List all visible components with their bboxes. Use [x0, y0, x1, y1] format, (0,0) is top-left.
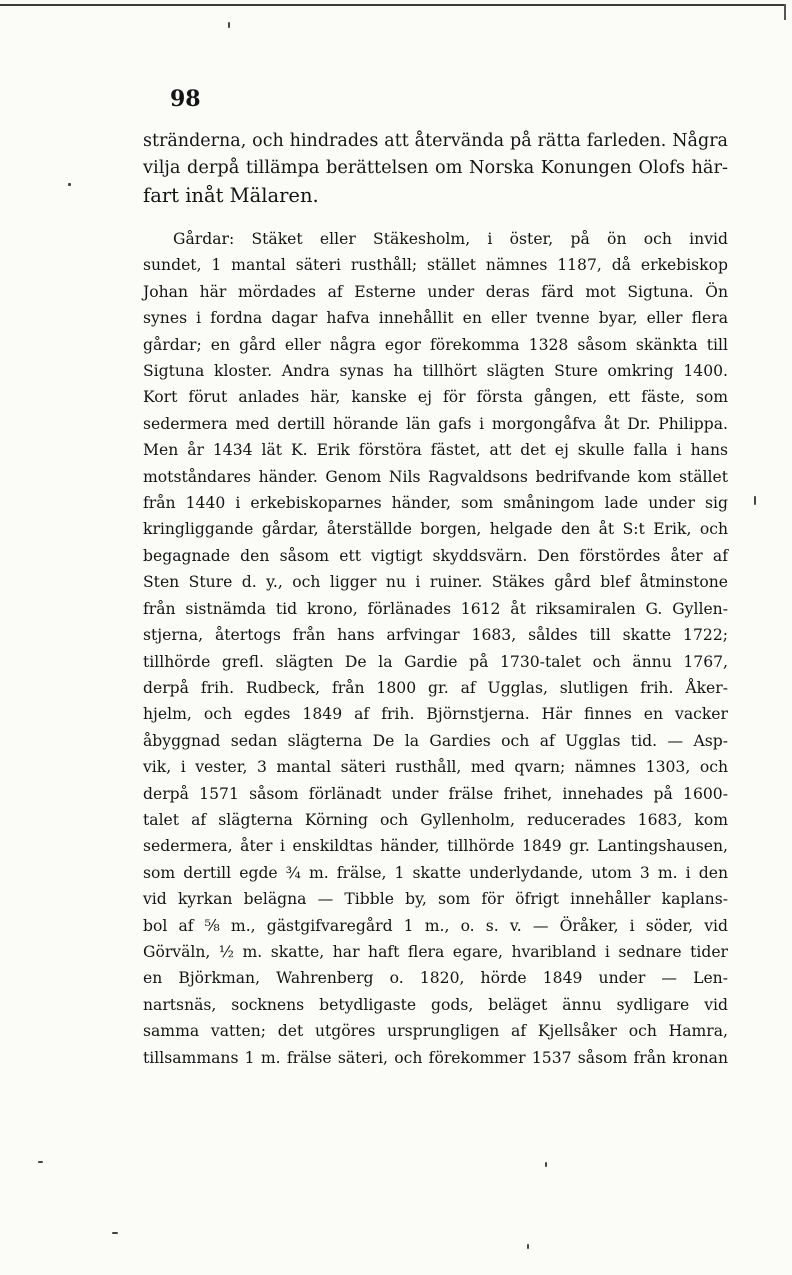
body-line: Kort förut anlades här, kanske ej för första gången, ett fäste, som	[143, 388, 728, 407]
page-corner-mark	[784, 4, 786, 20]
scan-speck	[68, 183, 71, 186]
body-line: samma vatten; det utgöres ursprungligen af Kjellsåker och Hamra,	[143, 1022, 728, 1041]
body-paragraph	[143, 226, 728, 1071]
scan-speck	[112, 1232, 118, 1234]
intro-line: fart inåt Mälaren.	[143, 184, 319, 207]
page-top-border	[0, 4, 786, 6]
body-line: bol af ⅝ m., gästgifvaregård 1 m., o. s. v. — Öråker, i söder, vid	[143, 916, 728, 935]
body-line: från sistnämda tid krono, förlänades 1612 åt riksamiralen G. Gyllen-	[143, 599, 728, 618]
body-line: derpå frih. Rudbeck, från 1800 gr. af Ugglas, slutligen frih. Åker-	[143, 678, 728, 697]
body-line: Johan här mördades af Esterne under deras färd mot Sigtuna. Ön	[143, 282, 728, 301]
body-line: sedermera, åter i enskildtas händer, tillhörde 1849 gr. Lantingshausen,	[143, 837, 728, 856]
page-number: 98	[170, 86, 201, 112]
intro-line: stränderna, och hindrades att återvända på rätta farleden. Några	[143, 131, 728, 151]
body-line: tillhörde grefl. slägten De la Gardie på 1730-talet och ännu 1767,	[143, 652, 728, 671]
body-line: sundet, 1 mantal säteri rusthåll; stället nämnes 1187, då erkebiskop	[143, 256, 728, 275]
body-line: Men år 1434 lät K. Erik förstöra fästet, att det ej skulle falla i hans	[143, 441, 728, 460]
body-line: talet af slägterna Körning och Gyllenholm, reducerades 1683, kom	[143, 810, 728, 829]
body-line: vik, i vester, 3 mantal säteri rusthåll, med qvarn; nämnes 1303, och	[143, 758, 728, 777]
body-line: som dertill egde ¾ m. frälse, 1 skatte underlydande, utom 3 m. i den	[143, 863, 728, 882]
body-line: synes i fordna dagar hafva innehållit en eller tvenne byar, eller flera	[143, 309, 728, 328]
body-line: Görväln, ½ m. skatte, har haft flera egare, hvaribland i sednare tider	[143, 942, 728, 961]
scan-speck	[545, 1162, 547, 1167]
body-line: vid kyrkan belägna — Tibble by, som för öfrigt innehåller kaplans-	[143, 890, 728, 909]
intro-paragraph	[143, 128, 728, 209]
body-line: kringliggande gårdar, återställde borgen, helgade den åt S:t Erik, och	[143, 520, 728, 539]
scan-speck	[754, 496, 756, 505]
body-line: sedermera med dertill hörande län gafs i morgongåfva åt Dr. Philippa.	[143, 414, 728, 433]
body-line: motståndares händer. Genom Nils Ragvaldsons bedrifvande kom stället	[143, 467, 728, 486]
body-line: hjelm, och egdes 1849 af frih. Björnstjerna. Här finnes en vacker	[143, 705, 728, 724]
body-line: tillsammans 1 m. frälse säteri, och förekommer 1537 såsom från kronan	[143, 1048, 728, 1067]
scan-speck	[527, 1244, 529, 1249]
body-line: gårdar; en gård eller några egor förekomma 1328 såsom skänkta till	[143, 335, 728, 354]
scan-speck	[228, 22, 230, 28]
body-line: åbyggnad sedan slägterna De la Gardies och af Ugglas tid. — Asp-	[143, 731, 728, 750]
body-line: begagnade den såsom ett vigtigt skyddsvärn. Den förstördes åter af	[143, 546, 728, 565]
body-line: en Björkman, Wahrenberg o. 1820, hörde 1849 under — Len-	[143, 969, 728, 988]
body-line: nartsnäs, socknens betydligaste gods, beläget ännu sydligare vid	[143, 995, 728, 1014]
body-line: Gårdar: Stäket eller Stäkesholm, i öster, på ön och invid	[173, 230, 728, 248]
body-line: stjerna, återtogs från hans arfvingar 1683, såldes till skatte 1722;	[143, 626, 728, 645]
body-line: Sten Sture d. y., och ligger nu i ruiner. Stäkes gård blef åtminstone	[143, 573, 728, 592]
body-line: från 1440 i erkebiskoparnes händer, som småningom lade under sig	[143, 494, 728, 513]
body-line: Sigtuna kloster. Andra synas ha tillhört slägten Sture omkring 1400.	[143, 362, 728, 381]
body-line: derpå 1571 såsom förlänadt under frälse frihet, innehades på 1600-	[143, 784, 728, 803]
scan-speck	[38, 1161, 43, 1163]
intro-line: vilja derpå tillämpa berättelsen om Norska Konungen Olofs här-	[143, 158, 728, 178]
